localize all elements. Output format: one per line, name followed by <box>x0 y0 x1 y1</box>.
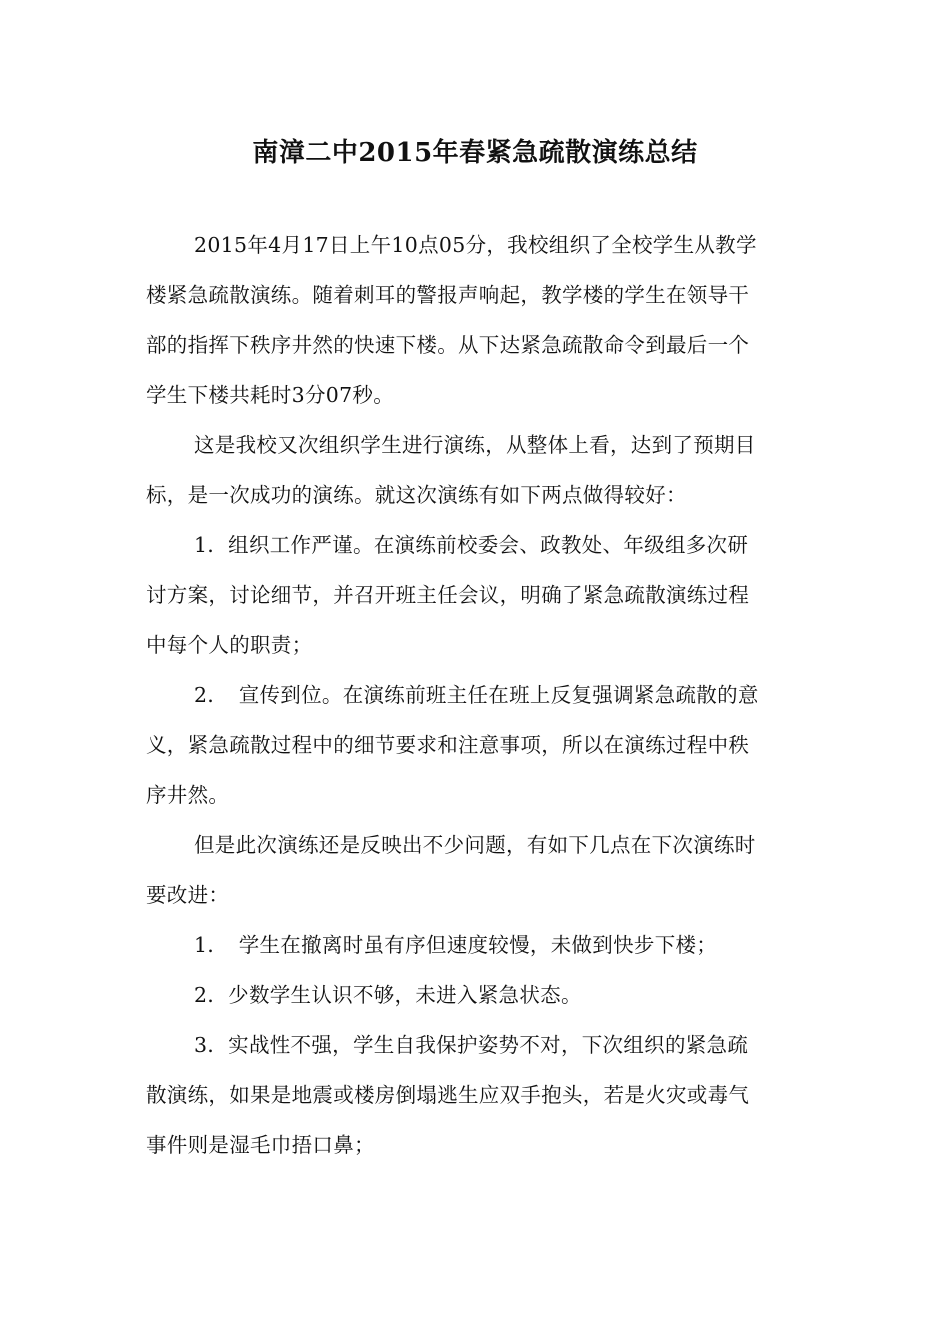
list-item-line: 1．组织工作严谨。在演练前校委会、政教处、年级组多次研 <box>194 533 749 557</box>
list-item-line: 事件则是湿毛巾捂口鼻； <box>146 1133 375 1157</box>
paragraph-line: 这是我校又次组织学生进行演练，从整体上看，达到了预期目 <box>194 433 756 457</box>
list-item-line: 讨方案，讨论细节，并召开班主任会议，明确了紧急疏散演练过程 <box>146 583 750 607</box>
list-item-line: 散演练，如果是地震或楼房倒塌逃生应双手抱头，若是火灾或毒气 <box>146 1083 750 1107</box>
paragraph-line: 部的指挥下秩序井然的快速下楼。从下达紧急疏散命令到最后一个 <box>146 333 750 357</box>
paragraph-line: 要改进： <box>146 883 230 907</box>
document-title: 南漳二中2015年春紧急疏散演练总结 <box>252 138 698 168</box>
list-item-line: 3．实战性不强，学生自我保护姿势不对，下次组织的紧急疏 <box>194 1033 749 1057</box>
paragraph-line: 2015年4月17日上午10点05分，我校组织了全校学生从教学 <box>194 233 757 257</box>
paragraph-line: 标，是一次成功的演练。就这次演练有如下两点做得较好： <box>146 483 687 507</box>
list-item-line: 2． 宣传到位。在演练前班主任在班上反复强调紧急疏散的意 <box>194 683 759 707</box>
list-item-line: 2．少数学生认识不够，未进入紧急状态。 <box>194 983 582 1007</box>
document-body <box>146 225 806 1175</box>
paragraph-line: 楼紧急疏散演练。随着刺耳的警报声响起，教学楼的学生在领导干 <box>146 283 750 307</box>
list-item-line: 义，紧急疏散过程中的细节要求和注意事项，所以在演练过程中秩 <box>146 733 750 757</box>
paragraph-line: 但是此次演练还是反映出不少问题，有如下几点在下次演练时 <box>194 833 756 857</box>
list-item-line: 序井然。 <box>146 783 230 807</box>
list-item-line: 1． 学生在撤离时虽有序但速度较慢，未做到快步下楼； <box>194 933 718 957</box>
paragraph-line: 学生下楼共耗时3分07秒。 <box>146 383 395 407</box>
list-item-line: 中每个人的职责； <box>146 633 313 657</box>
